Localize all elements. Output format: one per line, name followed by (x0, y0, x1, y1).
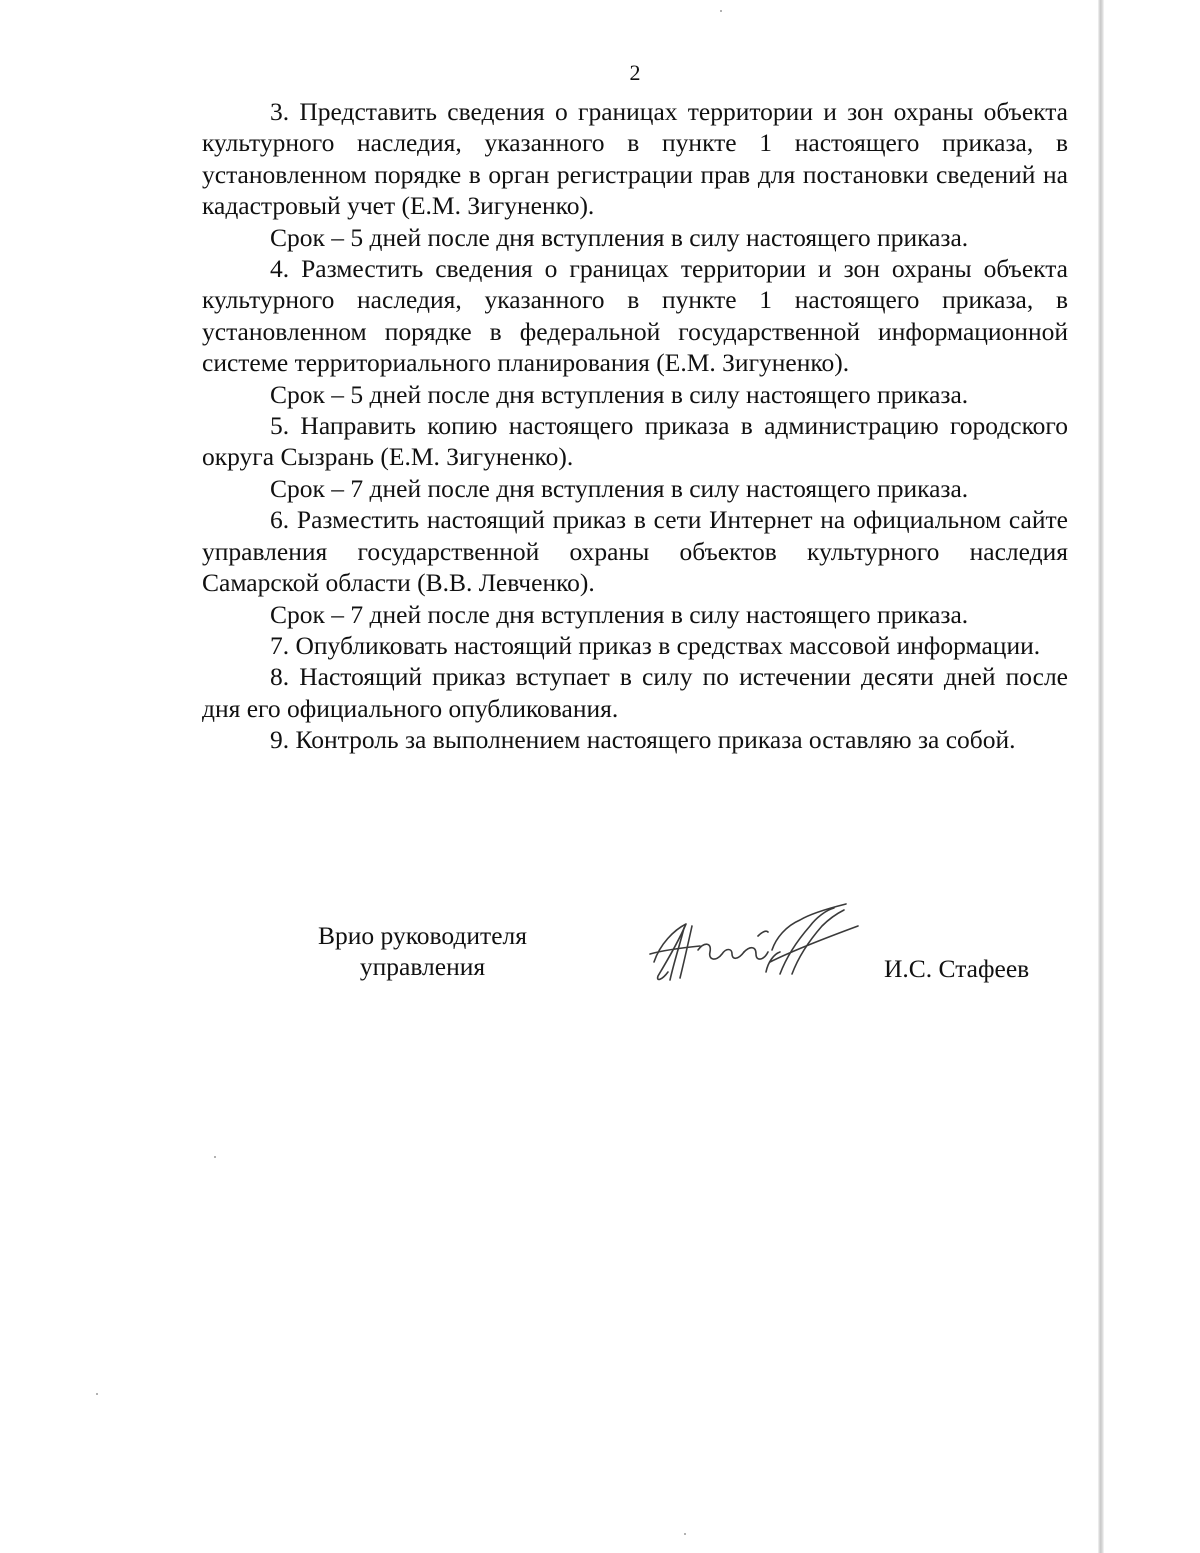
signatory-position-line2: управления (359, 952, 486, 981)
signatory-position (300, 920, 545, 982)
paragraph-item-3: 3. Представить сведения о границах территории и зон охраны объекта культурного наследия, указанного в пункте 1 настоящего приказа, в установленном порядке в орган регистрации прав для постановки сведений на кадастровый учет (Е.М. Зигуненко). (202, 97, 1068, 221)
deadline-item-4: Срок – 5 дней после дня вступления в силу настоящего приказа. (270, 379, 969, 409)
paragraph-item-5: 5. Направить копию настоящего приказа в администрацию городского округа Сызрань (Е.М. Зигуненко). (202, 411, 1068, 472)
signatory-position-line1: Врио руководителя (318, 921, 527, 950)
document-body (202, 96, 1068, 756)
signature-block (0, 916, 1200, 1026)
paragraph-item-8: 8. Настоящий приказ вступает в силу по истечении десяти дней после дня его официального опубликования. (202, 662, 1068, 723)
paragraph-item-9: 9. Контроль за выполнением настоящего приказа оставляю за собой. (270, 725, 1016, 755)
deadline-item-3: Срок – 5 дней после дня вступления в силу настоящего приказа. (270, 222, 969, 252)
scan-speck (720, 10, 722, 12)
paragraph-item-7: 7. Опубликовать настоящий приказ в средствах массовой информации. (270, 630, 1041, 660)
deadline-item-5: Срок – 7 дней после дня вступления в силу настоящего приказа. (270, 473, 969, 503)
paragraph-item-6: 6. Разместить настоящий приказ в сети Интернет на официальном сайте управления государственной охраны объектов культурного наследия Самарской области (В.В. Левченко). (202, 505, 1068, 598)
paragraph-item-4: 4. Разместить сведения о границах территории и зон охраны объекта культурного наследия, указанного в пункте 1 настоящего приказа, в установленном порядке в федеральной государственной информационной системе территориального планирования (Е.М. Зигуненко). (202, 254, 1068, 378)
handwritten-signature (640, 902, 870, 992)
scan-speck (96, 1393, 98, 1395)
scan-page-edge (1098, 0, 1104, 1553)
page-number: 2 (629, 60, 641, 85)
scan-speck (684, 1533, 686, 1535)
scan-speck (214, 1156, 216, 1158)
signatory-name: И.С. Стафеев (884, 954, 1030, 983)
deadline-item-6: Срок – 7 дней после дня вступления в силу настоящего приказа. (270, 599, 969, 629)
